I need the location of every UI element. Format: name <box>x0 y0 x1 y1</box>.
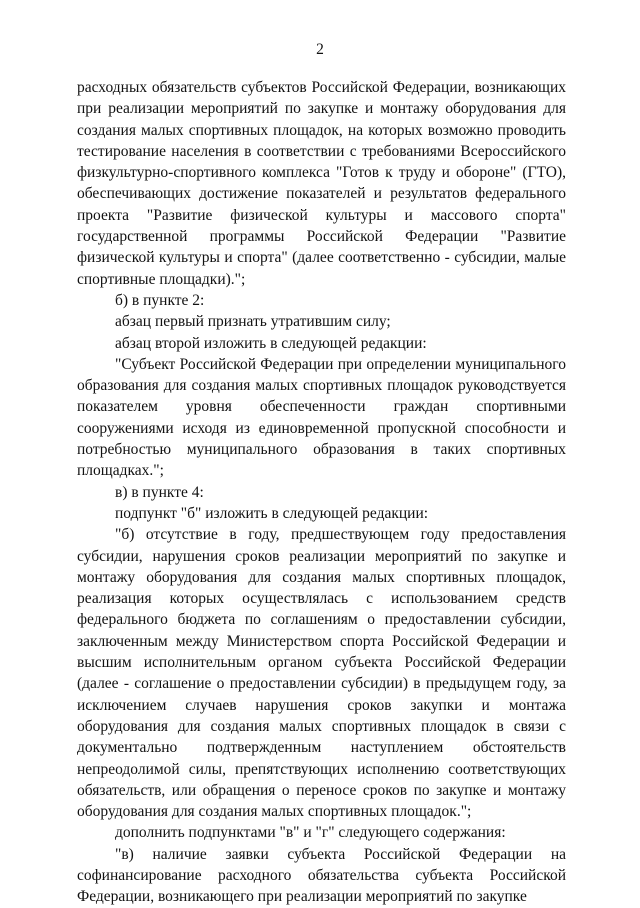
paragraph-first-abzac: абзац первый признать утратившим силу; <box>115 313 391 331</box>
paragraph-subitem-v-text: "в) наличие заявки субъекта Российской Федерации на софинансирование расходного обязательства субъекта Российской Федерации, возникающего при реализации мероприятий по закупке <box>77 845 566 906</box>
paragraph-subitem-b-text: "б) отсутствие в году, предшествующем году предоставления субсидии, нарушения сроков реализации мероприятий по закупке и монтажу оборудования для создания малых спортивных площадок, реализация которых осуществлялась с использованием средств федерального бюджета по соглашениям о предоставлении субсидии, заключенным между Министерством спорта Российской Федерации и высшим исполнительным органом субъекта Российской Федерации (далее - соглашение о предоставлении субсидии) в предыдущем году, за исключением случаев нарушения сроков закупки и монтажа оборудования для создания малых спортивных площадок в связи с документально подтвержденным наступлением обстоятельств непреодолимой силы, препятствующих исполнению соответствующих обязательств, или обращения о переносе сроков по закупке и монтажу оборудования для создания малых спортивных площадок."; <box>77 526 566 821</box>
paragraph-add-subitems: дополнить подпунктами "в" и "г" следующего содержания: <box>115 824 506 842</box>
paragraph-subitem-b-intro: подпункт "б" изложить в следующей редакции: <box>115 504 429 522</box>
paragraph-quoted-subject: "Субъект Российской Федерации при определении муниципального образования для создания малых спортивных площадок руководствуется показателем уровня обеспеченности граждан спортивными сооружениями исходя из единовременной пропускной способности и потребностью муниципального образования в таких спортивных площадках."; <box>77 355 566 480</box>
paragraph-second-abzac: абзац второй изложить в следующей редакции: <box>115 334 427 352</box>
paragraph-item-v: в) в пункте 4: <box>115 483 204 501</box>
paragraph-continuation: расходных обязательств субъектов Российской Федерации, возникающих при реализации мероприятий по закупке и монтажу оборудования для создания малых спортивных площадок, на которых возможно проводить тестирование населения в соответствии с требованиями Всероссийского физкультурно-спортивного комплекса "Готов к труду и обороне" (ГТО), обеспечивающих достижение показателей и результатов федерального проекта "Развитие физической культуры и массового спорта" государственной программы Российской Федерации "Развитие физической культуры и спорта" (далее соответственно - субсидии, малые спортивные площадки)."; <box>77 79 566 288</box>
document-body <box>77 77 566 908</box>
paragraph-item-b: б) в пункте 2: <box>115 291 205 309</box>
page-number: 2 <box>316 41 324 58</box>
